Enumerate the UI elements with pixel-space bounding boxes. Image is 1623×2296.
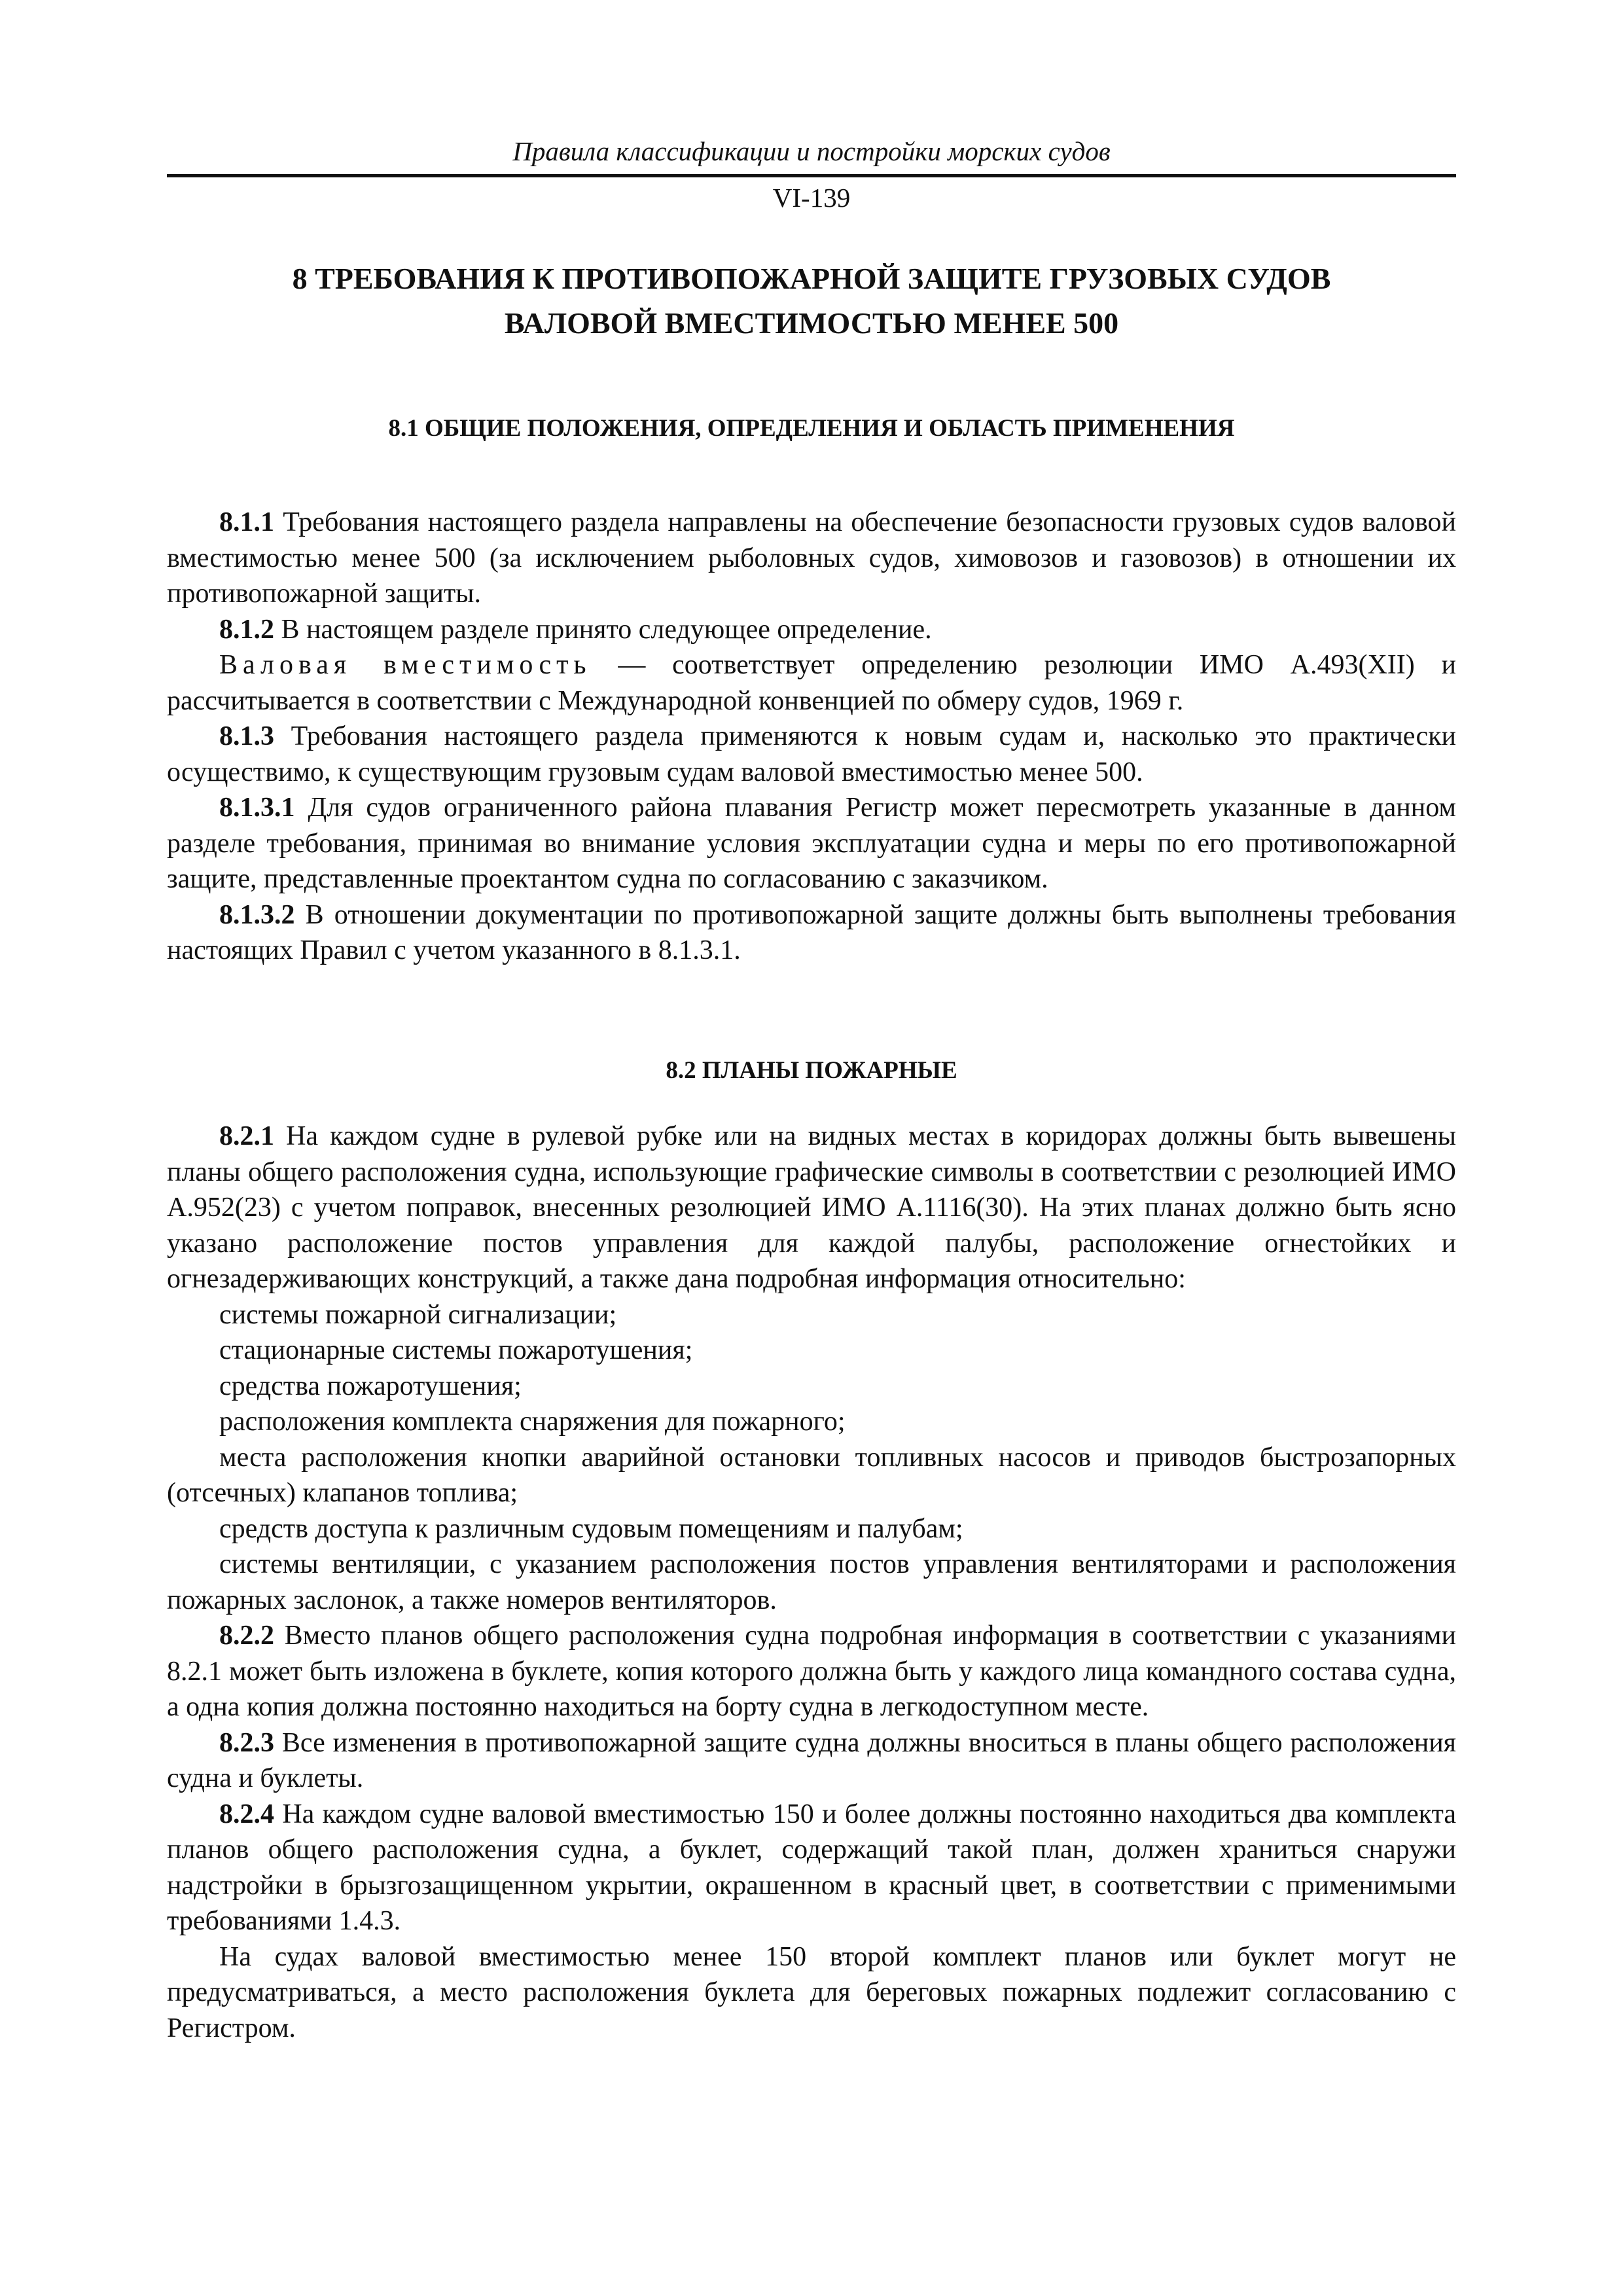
clause-text: Требования настоящего раздела применяются к новым судам и, насколько это практически осуществимо, к существующим грузовым судам валовой вместимостью менее 500. — [167, 721, 1456, 787]
clause-number: 8.1.3.1 — [219, 793, 295, 823]
clause-number: 8.1.3.2 — [219, 899, 295, 930]
paragraph-8-1-3-2 — [167, 897, 1456, 969]
list-item: средств доступа к различным судовым помещениям и палубам; — [219, 1513, 963, 1544]
section-8-2-body — [167, 1119, 1456, 2046]
clause-number: 8.2.1 — [219, 1121, 274, 1151]
paragraph-8-2-3 — [167, 1725, 1456, 1797]
clause-text: Требования настоящего раздела направлены на обеспечение безопасности грузовых судов валовой вместимостью менее 500 (за исключением рыболовных судов, химовозов и газовозов) в отношении их противопожарной защиты. — [167, 507, 1456, 609]
clause-text: В отношении документации по противопожарной защите должны быть выполнены требования настоящих Правил с учетом указанного в 8.1.3.1. — [167, 899, 1456, 965]
clause-text: Вместо планов общего расположения судна подробная информация в соответствии с указаниями 8.2.1 может быть изложена в буклете, копия которого должна быть у каждого лица командного состава судна, а одна копия должна постоянно находиться на борту судна в легкодоступном месте. — [167, 1621, 1456, 1722]
paragraph-8-2-2 — [167, 1618, 1456, 1725]
list-item: места расположения кнопки аварийной остановки топливных насосов и приводов быстрозапорных (отсечных) клапанов топлива; — [167, 1442, 1456, 1508]
list-item: системы пожарной сигнализации; — [219, 1299, 617, 1330]
paragraph-8-1-1 — [167, 505, 1456, 612]
paragraph-8-1-3 — [167, 719, 1456, 790]
clause-number: 8.2.2 — [219, 1621, 274, 1651]
chapter-title-line-1: 8 ТРЕБОВАНИЯ К ПРОТИВОПОЖАРНОЙ ЗАЩИТЕ ГРУЗОВЫХ СУДОВ — [292, 262, 1331, 295]
section-8-1-heading: 8.1 ОБЩИЕ ПОЛОЖЕНИЯ, ОПРЕДЕЛЕНИЯ И ОБЛАСТЬ ПРИМЕНЕНИЯ — [388, 415, 1235, 442]
list-item: системы вентиляции, с указанием расположения постов управления вентиляторами и расположения пожарных заслонок, а также номеров вентиляторов. — [167, 1549, 1456, 1615]
header-rule — [167, 174, 1456, 177]
paragraph-8-2-4-note: На судах валовой вместимостью менее 150 второй комплект планов или буклет могут не предусматриваться, а место расположения буклета для береговых пожарных подлежит согласованию с Регистром. — [167, 1941, 1456, 2043]
clause-number: 8.1.1 — [219, 507, 274, 537]
list-item: стационарные системы пожаротушения; — [219, 1335, 693, 1365]
list-item: расположения комплекта снаряжения для пожарного; — [219, 1407, 846, 1437]
paragraph-8-2-1 — [167, 1119, 1456, 1297]
clause-number: 8.2.3 — [219, 1727, 274, 1758]
clause-number: 8.1.2 — [219, 614, 274, 645]
clause-text: Для судов ограниченного района плавания Регистр может пересмотреть указанные в данном разделе требования, принимая во внимание условия эксплуатации судна и меры по его противопожарной защите, представленные проектантом судна по согласованию с заказчиком. — [167, 793, 1456, 894]
clause-text: На каждом судне в рулевой рубке или на видных местах в коридорах должны быть вывешены планы общего расположения судна, использующие графические символы в соответствии с резолюцией ИМО А.952(23) с учетом поправок, внесенных резолюцией ИМО А.1116(30). На этих планах должно быть ясно указано расположение постов управления для каждой палубы, расположение огнестойких и огнезадерживающих конструкций, а также дана подробная информация относительно: — [167, 1121, 1456, 1294]
chapter-title — [167, 257, 1456, 346]
clause-text: На каждом судне валовой вместимостью 150 и более должны постоянно находиться два комплекта планов общего расположения судна, а буклет, содержащий такой план, должен храниться снаружи надстройки в брызгозащищенном укрытии, окрашенном в красный цвет, в соответствии с применимыми требованиями 1.4.3. — [167, 1799, 1456, 1936]
paragraph-definition — [167, 647, 1456, 719]
section-8-1-body — [167, 505, 1456, 969]
clause-number: 8.1.3 — [219, 721, 274, 751]
chapter-title-line-2: ВАЛОВОЙ ВМЕСТИМОСТЬЮ МЕНЕЕ 500 — [504, 306, 1119, 340]
section-8-2-heading: 8.2 ПЛАНЫ ПОЖАРНЫЕ — [666, 1057, 957, 1084]
paragraph-8-1-2 — [167, 612, 1456, 648]
paragraph-8-2-4 — [167, 1797, 1456, 1939]
running-header: Правила классификации и постройки морских судов — [512, 136, 1111, 166]
page-number: VI-139 — [772, 183, 851, 213]
list-item: средства пожаротушения; — [219, 1371, 522, 1401]
paragraph-8-1-3-1 — [167, 790, 1456, 897]
definition-text: — соответствует определению резолюции ИМО А.493(XII) и рассчитывается в соответствии с Международной конвенцией по обмеру судов, 1969 г. — [167, 650, 1456, 716]
clause-text: В настоящем разделе принято следующее определение. — [274, 614, 932, 645]
defined-term: Валовая вместимость — [219, 650, 592, 680]
clause-text: Все изменения в противопожарной защите судна должны вноситься в планы общего расположения судна и буклеты. — [167, 1727, 1456, 1793]
clause-number: 8.2.4 — [219, 1799, 274, 1829]
